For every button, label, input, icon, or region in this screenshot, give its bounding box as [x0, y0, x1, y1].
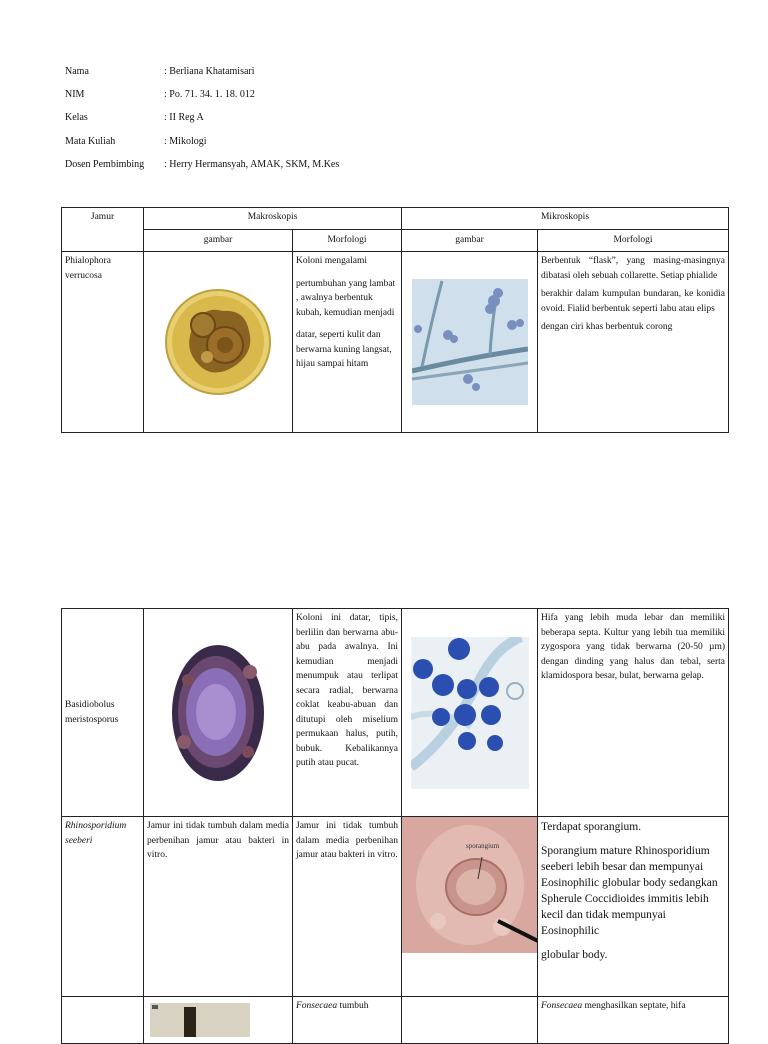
makro-morfologi-cell: [293, 997, 402, 1044]
fungus-name: [62, 997, 144, 1044]
morfologi-text: globular body.: [541, 949, 608, 961]
info-label: NIM: [65, 89, 85, 100]
mikro-image-cell: [402, 609, 538, 817]
morfologi-text: menghasilkan septate, hifa: [582, 1001, 686, 1011]
makro-morfologi-cell: Jamur ini tidak tumbuh dalam media perbenihan jamur atau bakteri in vitro.: [293, 817, 402, 997]
mikro-morfologi-cell: Hifa yang lebih muda lebar dan memiliki beberapa septa. Kultur yang lebih tua memiliki zygospora yang tidak berwarna (20-50 µm) dengan dinding yang halus dan tebal, serta klamidospora besar, bulat, berwarna gelap.: [538, 609, 729, 817]
colony-image: [170, 642, 266, 784]
mikro-morfologi-cell: [538, 817, 729, 997]
info-label: Mata Kuliah: [65, 136, 116, 147]
makro-image-cell: [144, 252, 293, 433]
morfologi-text: Terdapat sporangium.: [541, 821, 642, 833]
info-value: : Herry Hermansyah, AMAK, SKM, M.Kes: [164, 159, 340, 170]
subheader-gambar: gambar: [144, 230, 293, 252]
makro-image-cell: [144, 609, 293, 817]
fungi-table-1: [61, 207, 729, 433]
header-mikroskopis: Mikroskopis: [402, 208, 729, 230]
genus-name: Fonsecaea: [296, 1001, 338, 1011]
morfologi-text: Berbentuk “flask”, yang masing-masingnya dibatasi oleh sebuah collarette. Setiap phialide: [541, 256, 726, 281]
info-value: : Po. 71. 34. 1. 18. 012: [164, 89, 255, 100]
morfologi-text: Sporangium mature Rhinosporidium seeberi lebih besar dan mempunyai Eosinophilic globular body sedangkan Spherule Coccidioides immitis lebih kecil dan tidak mempunyai Eosinophilic: [541, 845, 718, 937]
morfologi-text: berakhir dalam kumpulan bundaran, ke konidia ovoid. Fialid berbentuk seperti labu atau elips: [541, 289, 726, 314]
morfologi-text: Koloni mengalami: [296, 256, 367, 266]
makro-image-cell: [144, 997, 293, 1044]
fungus-name: Rhinosporidium seeberi: [62, 817, 144, 997]
makro-morfologi-cell: [293, 252, 402, 433]
subheader-morfologi: Morfologi: [293, 230, 402, 252]
fungus-name: Basidiobolus meristosporus: [62, 609, 144, 817]
morfologi-text: datar, seperti kulit dan berwarna kuning langsat, hijau sampai hitam: [296, 330, 392, 369]
info-value: : Berliana Khatamisari: [164, 66, 255, 77]
mikro-image-cell: [402, 817, 538, 997]
morfologi-text: tumbuh: [337, 1001, 369, 1011]
histology-image: [402, 817, 538, 953]
mikro-image-cell: [402, 252, 538, 433]
phialide-micrograph: [412, 279, 528, 405]
header-jamur: Jamur: [62, 208, 144, 252]
info-value: : II Reg A: [164, 112, 204, 123]
makro-image-cell-text: Jamur ini tidak tumbuh dalam media perbenihan jamur atau bakteri in vitro.: [144, 817, 293, 997]
petri-dish-image: [163, 287, 273, 397]
morfologi-text: dengan ciri khas berbentuk corong: [541, 322, 673, 332]
mikro-morfologi-cell: [538, 997, 729, 1044]
zygospore-micrograph: [411, 637, 529, 789]
makro-morfologi-cell: Koloni ini datar, tipis, berlilin dan berwarna abu-abu pada awalnya. Ini kemudian menjadi menumpuk atau terlipat secara radial, berwarna coklat keabu-abuan dan ditutupi oleh miselium permukaan halus, putih, bubuk. Kebalikannya putih atau pucat.: [293, 609, 402, 817]
fungus-name: Phialophora verrucosa: [62, 252, 144, 433]
info-label: Nama: [65, 66, 89, 77]
info-value: : Mikologi: [164, 136, 207, 147]
mikro-morfologi-cell: [538, 252, 729, 433]
fungi-table-2: [61, 608, 729, 1044]
info-label: Kelas: [65, 112, 88, 123]
subheader-morfologi: Morfologi: [538, 230, 729, 252]
genus-name: Fonsecaea: [541, 1001, 583, 1011]
morfologi-text: pertumbuhan yang lambat , awalnya berbentuk kubah, kemudian menjadi: [296, 278, 396, 318]
info-label: Dosen Pembimbing: [65, 159, 145, 170]
subheader-gambar: gambar: [402, 230, 538, 252]
culture-tube-image: [144, 997, 292, 1037]
mikro-image-cell: [402, 997, 538, 1044]
sporangium-label: sporangium: [466, 842, 500, 850]
header-makroskopis: Makroskopis: [144, 208, 402, 230]
